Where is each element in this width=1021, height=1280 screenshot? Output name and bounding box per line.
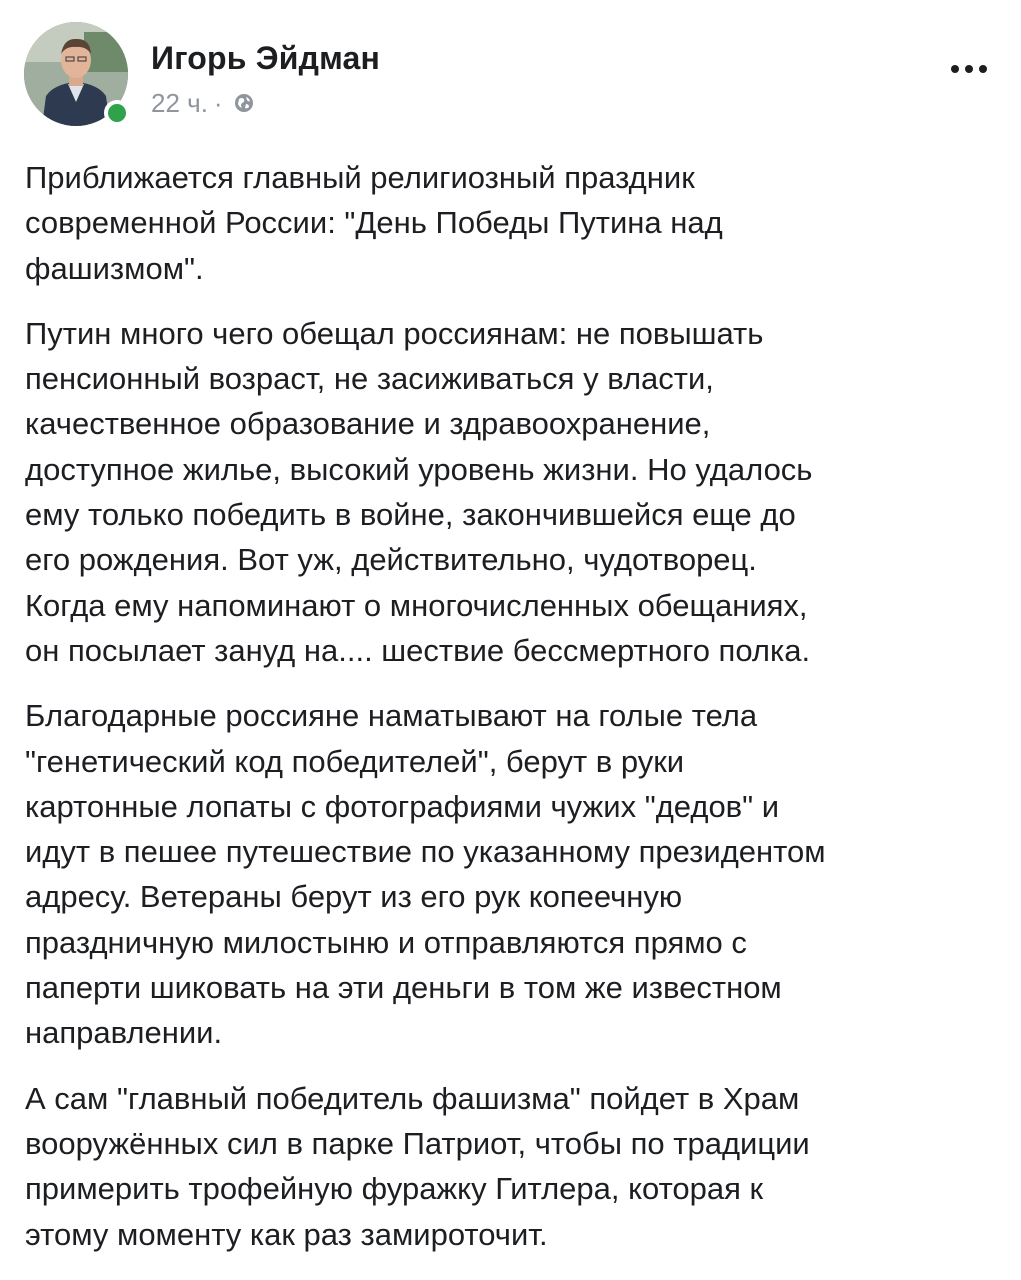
post-body (25, 155, 1000, 1277)
more-options-button[interactable] (939, 54, 999, 84)
post-header (24, 22, 999, 132)
meta-separator: · (213, 88, 223, 118)
text-line: паперти шиковать на эти деньги в том же известном (25, 970, 782, 1006)
post-timestamp[interactable]: 22 ч. (151, 88, 208, 118)
globe-icon (233, 92, 255, 114)
post-paragraph-2 (25, 311, 1000, 673)
text-line: доступное жилье, высокий уровень жизни. Но удалось (25, 451, 813, 487)
text-line: вооружённых сил в парке Патриот, чтобы по традиции (25, 1125, 810, 1161)
text-line: картонные лопаты с фотографиями чужих "дедов" и (25, 788, 780, 824)
text-line: современной России: "День Победы Путина над (25, 205, 723, 241)
text-line: Приближается главный религиозный праздник (25, 160, 695, 195)
text-line: его рождения. Вот уж, действительно, чудотворец. (25, 542, 757, 578)
text-line: примерить трофейную фуражку Гитлера, которая к (25, 1171, 764, 1207)
post-paragraph-3 (25, 693, 1000, 1055)
text-line: праздничную милостыню и отправляются прямо с (25, 924, 747, 960)
text-line: фашизмом". (25, 250, 204, 286)
text-line: Путин много чего обещал россиянам: не повышать (25, 315, 764, 351)
text-line: идут в пешее путешествие по указанному президентом (25, 834, 826, 870)
text-line: пенсионный возраст, не засиживаться у власти, (25, 361, 714, 397)
author-name[interactable]: Игорь Эйдман (151, 40, 381, 76)
text-line: качественное образование и здравоохранение, (25, 406, 711, 442)
post-meta (151, 86, 255, 120)
more-dots-icon (951, 65, 959, 73)
text-line: этому моменту как раз замироточит. (25, 1216, 548, 1252)
more-dot (979, 65, 987, 73)
post-paragraph-1 (25, 155, 1000, 291)
text-line: ему только победить в войне, закончившейся еще до (25, 497, 796, 533)
text-line: Благодарные россияне наматывают на голые тела (25, 698, 758, 734)
text-line: Когда ему напоминают о многочисленных обещаниях, (25, 587, 808, 623)
online-status-indicator (104, 100, 130, 126)
text-line: "генетический код победителей", берут в руки (25, 743, 685, 779)
text-line: А сам "главный победитель фашизма" пойдет в Храм (25, 1080, 800, 1116)
text-line: он посылает зануд на.... шествие бессмертного полка. (25, 632, 811, 668)
more-dot (965, 65, 973, 73)
text-line: направлении. (25, 1015, 223, 1051)
text-line: адресу. Ветераны берут из его рук копеечную (25, 879, 683, 915)
post-paragraph-4 (25, 1076, 1000, 1257)
